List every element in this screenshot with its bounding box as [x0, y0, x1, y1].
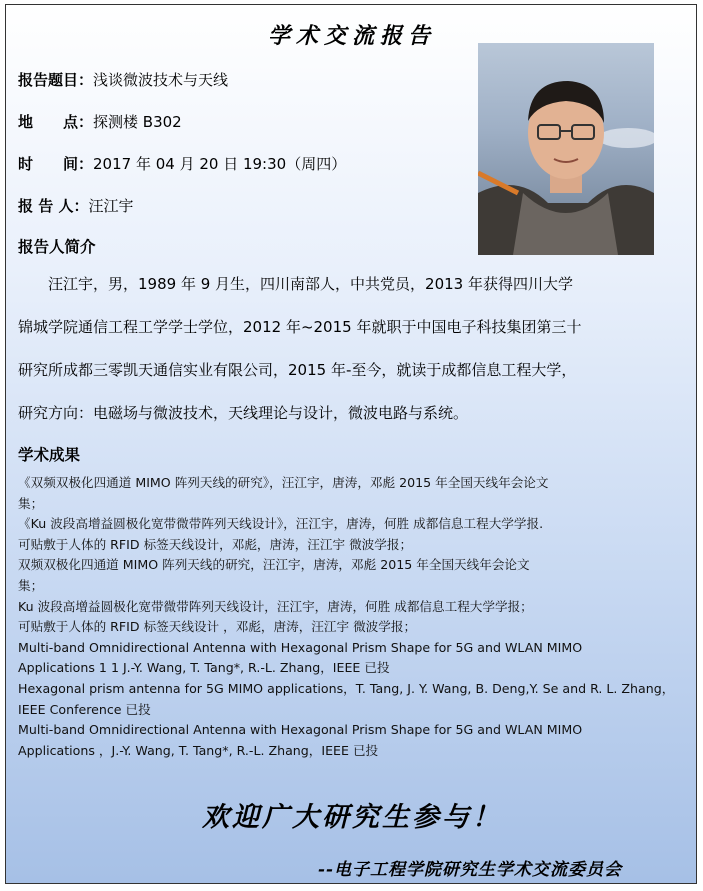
publication-line: 集； [18, 495, 44, 511]
publication-line: IEEE Conference 已投 [18, 701, 151, 717]
place-value: 探测楼 B302 [93, 113, 182, 131]
time-row [18, 153, 346, 174]
speaker-value: 汪江宇 [88, 197, 134, 215]
speaker-portrait-illustration [478, 43, 654, 255]
publication-line: Ku 波段高增益圆极化宽带微带阵列天线设计，汪江宇，唐涛，何胜 成都信息工程大学学报； [18, 598, 533, 614]
topic-label: 报告题目： [18, 71, 94, 89]
welcome-slogan: 欢迎广大研究生参与！ [202, 802, 502, 833]
bio-line: 汪江宇，男，1989 年 9 月生，四川南部人，中共党员，2013 年获得四川大学 [18, 275, 573, 293]
publication-line: 双频双极化四通道 MIMO 阵列天线的研究，汪江宇，唐涛，邓彪 2015 年全国天线年会论文 [18, 557, 530, 573]
publication-line: 《双频双极化四通道 MIMO 阵列天线的研究》，汪江宇，唐涛，邓彪 2015 年全国天线年会论文 [18, 475, 549, 490]
publication-line: Applications ，J.-Y. Wang, T. Tang*, R.-L. Zhang，IEEE 已投 [18, 742, 379, 758]
poster-title: 学术交流报告 [267, 23, 436, 49]
place-row [18, 111, 182, 132]
publication-line: 可贴敷于人体的 RFID 标签天线设计 ，邓彪，唐涛，汪江宇 微波学报； [18, 619, 417, 635]
publication-list [18, 473, 694, 761]
publication-line: Applications 1 1 J.-Y. Wang, T. Tang*, R.-L. Zhang，IEEE 已投 [18, 660, 390, 676]
bio-line: 研究所成都三零凯天通信实业有限公司，2015 年-至今，就读于成都信息工程大学， [18, 361, 577, 379]
publication-line: 可贴敷于人体的 RFID 标签天线设计，邓彪，唐涛，汪江宇 微波学报； [18, 536, 413, 552]
bio-line: 研究方向：电磁场与微波技术，天线理论与设计，微波电路与系统。 [18, 404, 469, 422]
organizer-signature: --电子工程学院研究生学术交流委员会 [317, 860, 622, 880]
publication-line: Multi-band Omnidirectional Antenna with Hexagonal Prism Shape for 5G and WLAN MIMO [18, 722, 583, 738]
publication-line: Hexagonal prism antenna for 5G MIMO applications，T. Tang, J. Y. Wang, B. Deng,Y. Se and R. L. Zhang， [18, 680, 675, 696]
achievements-heading: 学术成果 [18, 446, 81, 464]
speaker-row [18, 195, 133, 216]
speaker-photo [478, 43, 654, 255]
bio-heading: 报告人简介 [18, 238, 96, 256]
time-value: 2017 年 04 月 20 日 19:30（周四） [93, 155, 347, 173]
publication-line: 《Ku 波段高增益圆极化宽带微带阵列天线设计》，汪江宇，唐涛，何胜 成都信息工程大学学报. [18, 516, 544, 532]
bio-line: 锦城学院通信工程工学学士学位，2012 年~2015 年就职于中国电子科技集团第三十 [18, 318, 582, 336]
bio-paragraph [18, 263, 692, 435]
place-label: 地 点： [18, 113, 94, 131]
publication-line: 集； [18, 577, 44, 593]
report-poster [5, 4, 697, 884]
topic-row [18, 69, 228, 90]
topic-value: 浅谈微波技术与天线 [93, 71, 229, 89]
publication-line: Multi-band Omnidirectional Antenna with Hexagonal Prism Shape for 5G and WLAN MIMO [18, 639, 583, 655]
time-label: 时 间： [18, 155, 94, 173]
speaker-label: 报 告 人： [18, 197, 89, 215]
